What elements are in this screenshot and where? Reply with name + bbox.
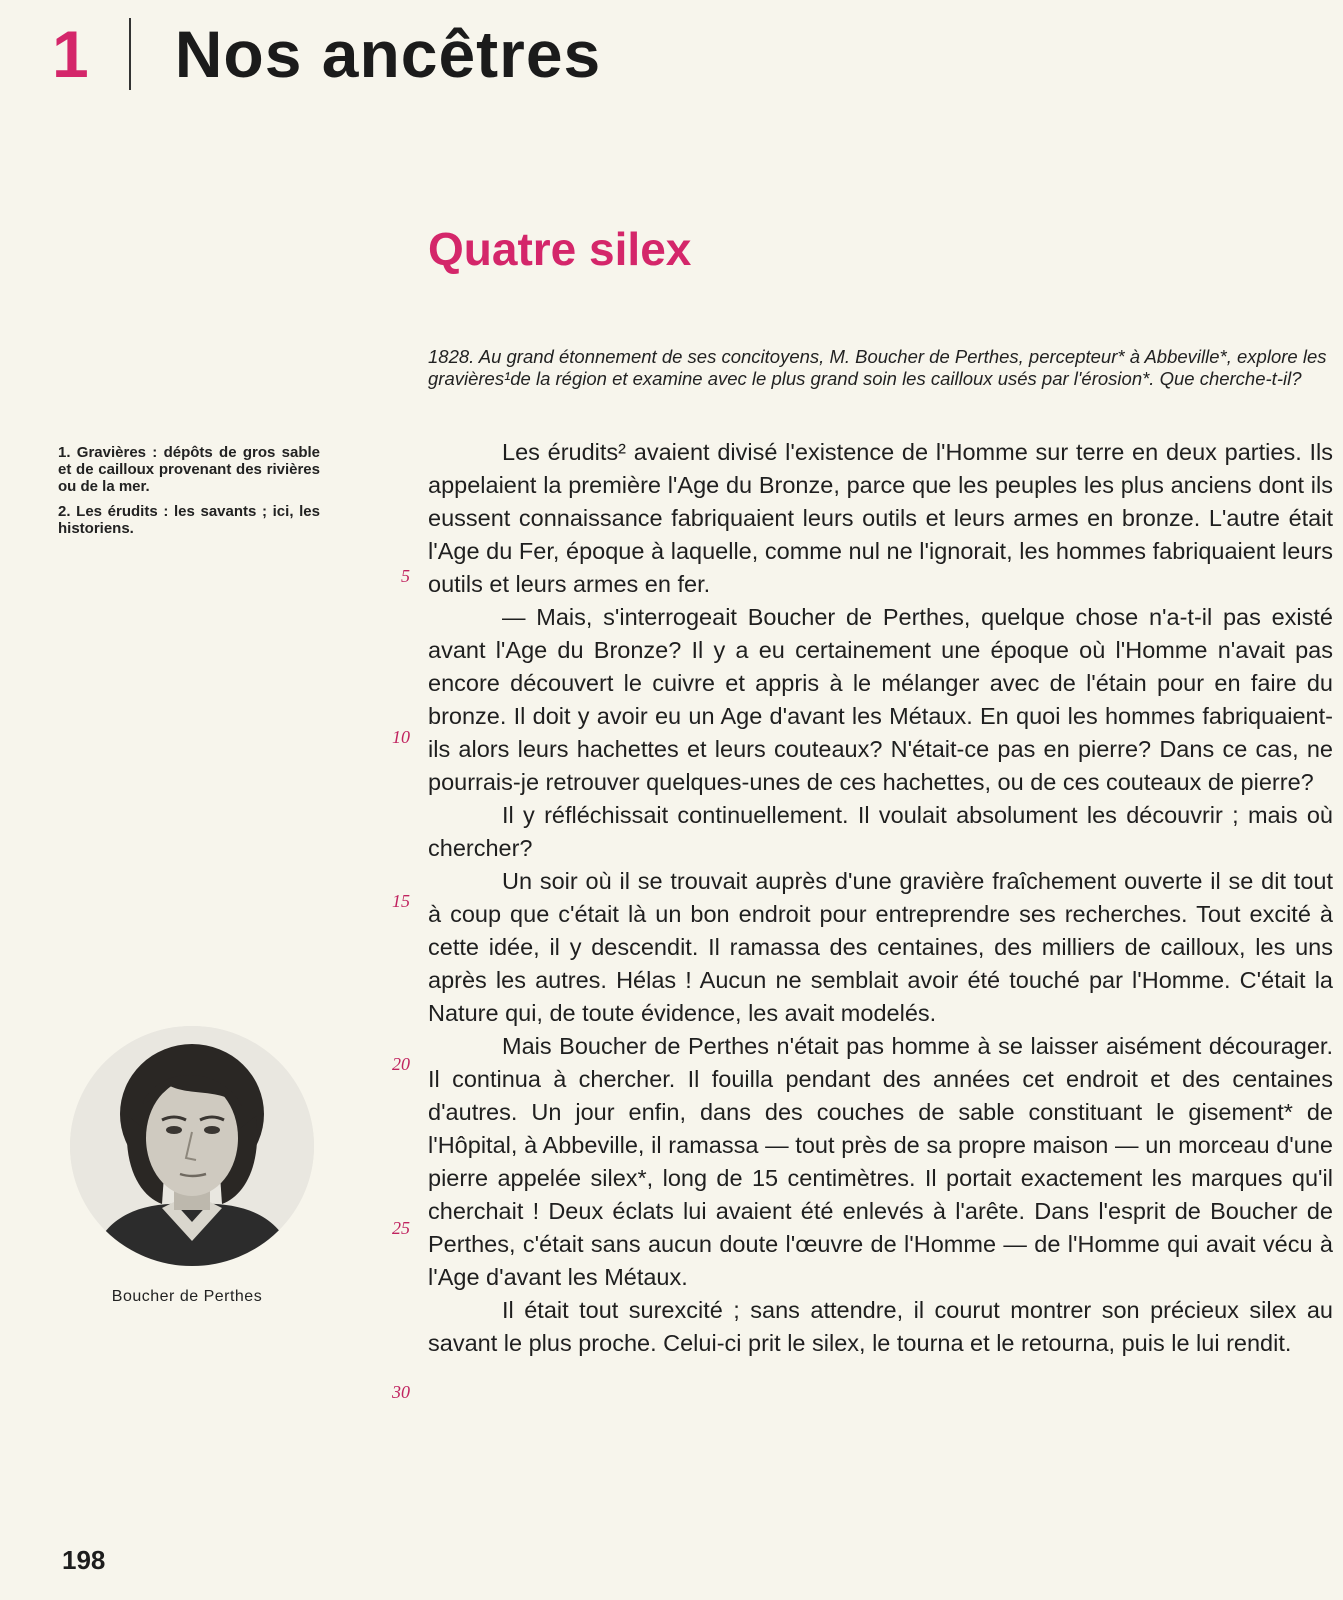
chapter-number: 1: [52, 17, 89, 91]
paragraph: Il était tout surexcité ; sans attendre, il courut montrer son précieux silex au savant le plus proche. Celui-ci prit le silex, le tourna et le retourna, puis le lui rendit.: [428, 1297, 1333, 1356]
line-number-30: 30: [392, 1382, 410, 1402]
line-number-25: 25: [392, 1218, 410, 1238]
line-number-20: 20: [392, 1054, 410, 1074]
portrait-image: [70, 1026, 314, 1266]
paragraph: Les érudits² avaient divisé l'existence de l'Homme sur terre en deux parties. Ils appelaient la première l'Age du Bronze, parce que les peuples les plus anciens dont ils eussent connaissance fabriquaient leurs outils et leurs armes en bronze. L'autre était l'Age du Fer, époque à laquelle, comme nul ne l'ignorait, les hommes fabriquaient leurs outils et leurs armes en fer.: [428, 439, 1333, 597]
chapter-header: [52, 14, 601, 94]
footnote-2: 2. Les érudits : les savants ; ici, les historiens.: [58, 503, 320, 537]
paragraph: Il y réfléchissait continuellement. Il voulait absolument les découvrir ; mais où chercher?: [428, 802, 1333, 861]
chapter-title: Nos ancêtres: [174, 17, 602, 91]
paragraph: Un soir où il se trouvait auprès d'une gravière fraîchement ouverte il se dit tout à coup que c'était là un bon endroit pour entreprendre ses recherches. Tout excité à cette idée, il y descendit. Il ramassa des centaines, des milliers de cailloux, les uns après les autres. Hélas ! Aucun ne semblait avoir été touché par l'Homme. C'était la Nature qui, de toute évidence, les avait modelés.: [428, 868, 1333, 1026]
intro-text: 1828. Au grand étonnement de ses concitoyens, M. Boucher de Perthes, percepteur* à Abbeville*, explore les gravières¹de la région et examine avec le plus grand soin les cailloux usés par l'érosion*. Que cherche-t-il?: [428, 346, 1327, 389]
page-number: 198: [62, 1545, 106, 1575]
line-number-10: 10: [392, 727, 410, 747]
portrait-caption: Boucher de Perthes: [111, 1288, 263, 1305]
footnotes: [58, 444, 320, 545]
portrait-drawing: [70, 1026, 314, 1266]
section-title: Quatre silex: [428, 223, 692, 275]
line-number-15: 15: [392, 891, 410, 911]
paragraph: — Mais, s'interrogeait Boucher de Perthes, quelque chose n'a-t-il pas existé avant l'Age du Bronze? Il y a eu certainement une époque où l'Homme n'avait pas encore découvert le cuivre et appris à le mélanger avec de l'étain pour en faire du bronze. Il doit y avoir eu un Age d'avant les Métaux. En quoi les hommes fabriquaient-ils alors leurs hachettes et leurs couteaux? N'était-ce pas en pierre? Dans ce cas, ne pourrais-je retrouver quelques-unes de ces hachettes, ou de ces couteaux de pierre?: [428, 604, 1333, 795]
body-text: [428, 436, 1333, 1360]
footnote-1: 1. Gravières : dépôts de gros sable et de cailloux provenant des rivières ou de la mer.: [58, 444, 320, 495]
paragraph: Mais Boucher de Perthes n'était pas homme à se laisser aisément décourager. Il continua à chercher. Il fouilla pendant des années cet endroit et des centaines d'autres. Un jour enfin, dans des couches de sable constituant le gisement* de l'Hôpital, à Abbeville, il ramassa — tout près de sa propre maison — un morceau d'une pierre appelée silex*, long de 15 centimètres. Il portait exactement les marques qu'il cherchait ! Deux éclats lui avaient été enlevés à l'arête. Dans l'esprit de Boucher de Perthes, c'était sans aucun doute l'œuvre de l'Homme — de l'Homme qui avait vécu à l'Age d'avant les Métaux.: [428, 1033, 1333, 1290]
line-number-5: 5: [401, 566, 410, 586]
chapter-divider: [129, 18, 131, 90]
